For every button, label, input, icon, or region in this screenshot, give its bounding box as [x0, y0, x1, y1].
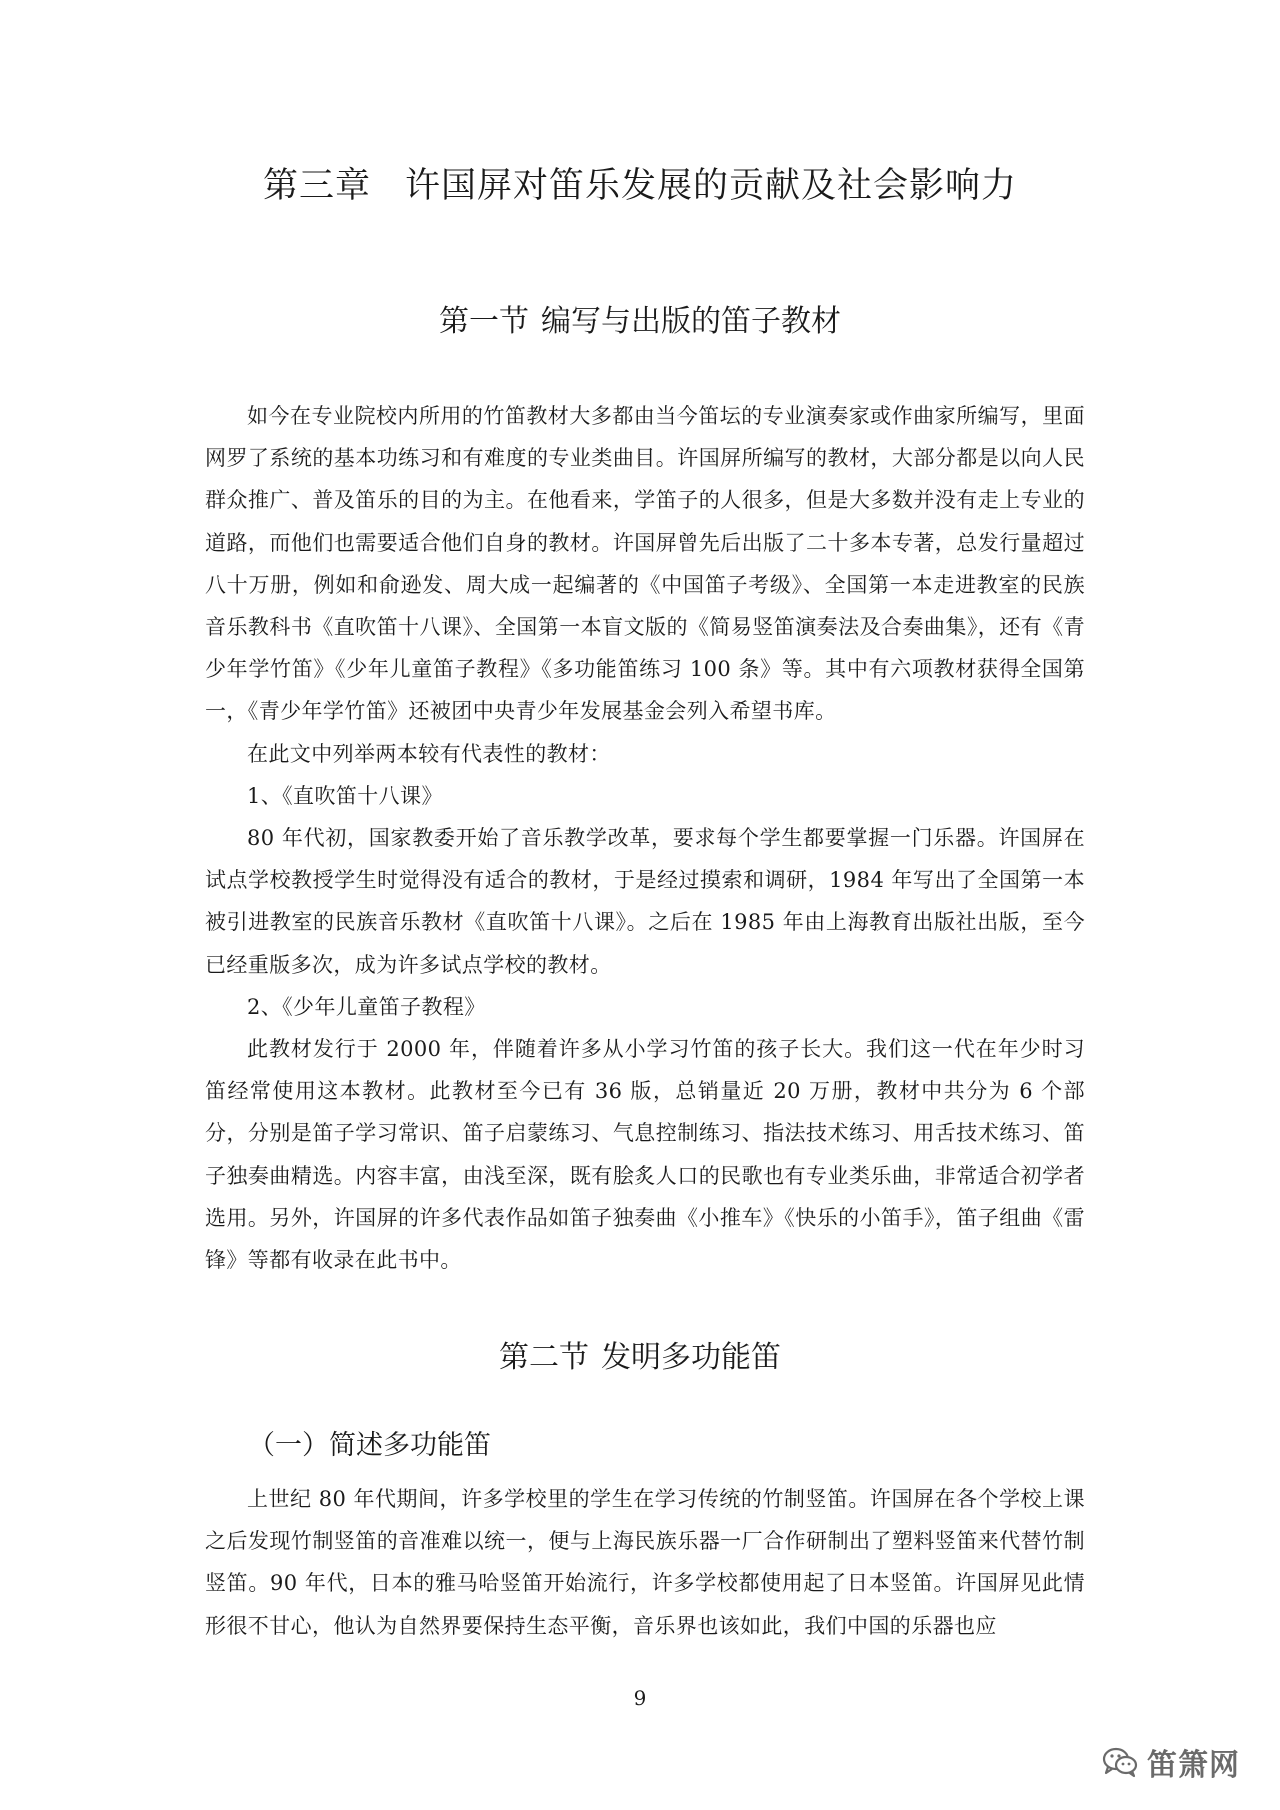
- section-title-text: 发明多功能笛: [601, 1340, 781, 1375]
- watermark: [1101, 1740, 1240, 1784]
- paragraph: 此教材发行于 2000 年，伴随着许多从小学习竹笛的孩子长大。我们这一代在年少时习笛经常使用这本教材。此教材至今已有 36 版，总销量近 20 万册，教材中共分为 6 个部分，分别是笛子学习常识、笛子启蒙练习、气息控制练习、指法技术练习、用舌技术练习、笛子独奏曲精选。内容丰富，由浅至深，既有脍炙人口的民歌也有专业类乐曲，非常适合初学者选用。另外，许国屏的许多代表作品如笛子独奏曲《小推车》《快乐的小笛手》，笛子组曲《雷锋》等都有收录在此书中。: [205, 1037, 1085, 1273]
- watermark-text: 笛箫网: [1147, 1748, 1240, 1783]
- subsection-title: [248, 1428, 491, 1464]
- paragraph: 80 年代初，国家教委开始了音乐教学改革，要求每个学生都要掌握一门乐器。许国屏在试点学校教授学生时觉得没有适合的教材，于是经过摸索和调研，1984 年写出了全国第一本被引进教室的民族音乐教材《直吹笛十八课》。之后在 1985 年由上海教育出版社出版，至今已经重版多次，成为许多试点学校的教材。: [205, 826, 1085, 977]
- section-title: [0, 1338, 1280, 1378]
- paragraph: 在此文中列举两本较有代表性的教材：: [247, 741, 611, 766]
- section-number: 第二节: [499, 1340, 589, 1375]
- section-title-text: 编写与出版的笛子教材: [541, 304, 841, 339]
- paragraph: 上世纪 80 年代期间，许多学校里的学生在学习传统的竹制竖笛。许国屏在各个学校上课之后发现竹制竖笛的音准难以统一，便与上海民族乐器一厂合作研制出了塑料竖笛来代替竹制竖笛。90 年代，日本的雅马哈竖笛开始流行，许多学校都使用起了日本竖笛。许国屏见此情形很不甘心，他认为自然界要保持生态平衡，音乐界也该如此，我们中国的乐器也应: [205, 1487, 1085, 1638]
- section-body: [205, 1478, 1085, 1647]
- section-title: [0, 302, 1280, 342]
- list-heading: 2、《少年儿童笛子教程》: [247, 994, 486, 1019]
- chapter-title: [0, 164, 1280, 208]
- chapter-number: 第三章: [262, 166, 371, 206]
- chapter-title-text: 许国屏对笛乐发展的贡献及社会影响力: [405, 166, 1018, 206]
- subsection-number: （一）: [248, 1430, 329, 1461]
- wechat-icon: [1101, 1745, 1139, 1779]
- list-heading: 1、《直吹笛十八课》: [247, 783, 443, 808]
- subsection-title-text: 简述多功能笛: [329, 1430, 491, 1461]
- section-number: 第一节: [439, 304, 529, 339]
- section-body: [205, 395, 1085, 1281]
- paragraph: 如今在专业院校内所用的竹笛教材大多都由当今笛坛的专业演奏家或作曲家所编写，里面网罗了系统的基本功练习和有难度的专业类曲目。许国屏所编写的教材，大部分都是以向人民群众推广、普及笛乐的目的为主。在他看来，学笛子的人很多，但是大多数并没有走上专业的道路，而他们也需要适合他们自身的教材。许国屏曾先后出版了二十多本专著，总发行量超过八十万册，例如和俞逊发、周大成一起编著的《中国笛子考级》、全国第一本走进教室的民族音乐教科书《直吹笛十八课》、全国第一本盲文版的《简易竖笛演奏法及合奏曲集》，还有《青少年学竹笛》《少年儿童笛子教程》《多功能笛练习 100 条》等。其中有六项教材获得全国第一，《青少年学竹笛》还被团中央青少年发展基金会列入希望书库。: [205, 404, 1085, 724]
- page-number: 9: [633, 1686, 647, 1710]
